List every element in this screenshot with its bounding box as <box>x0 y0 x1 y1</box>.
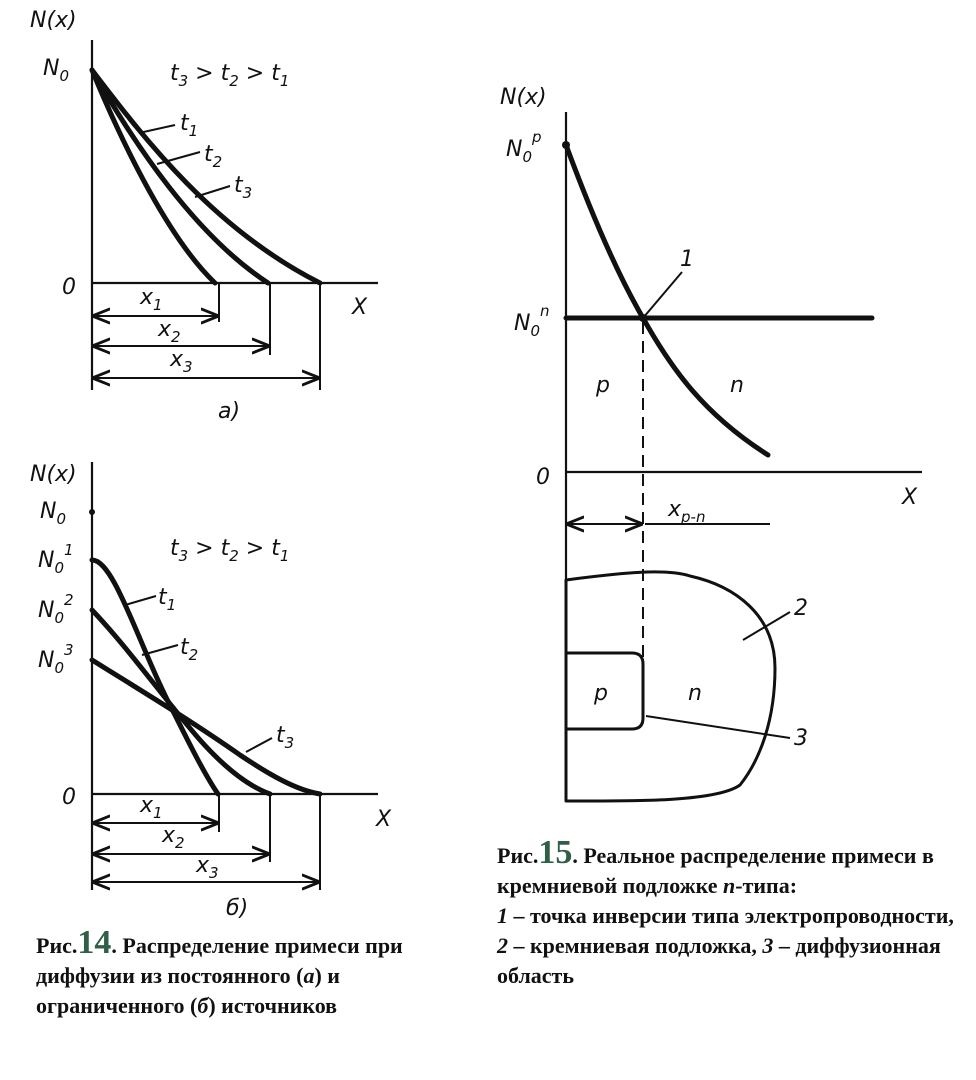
fig15-zero-label: 0 <box>536 465 550 490</box>
caption15-item2-num: 2 <box>497 933 508 958</box>
fig14a-label-x3: $x_3$ <box>170 347 193 376</box>
fig15-nn-label: $N_0^n$ <box>514 302 550 340</box>
fig15-diagram <box>500 85 922 801</box>
caption14-end: ) источников <box>208 993 338 1018</box>
fig15-region-n: n <box>730 373 744 398</box>
fig14a-leader-t1 <box>139 125 175 133</box>
caption14-text: . Распределение примеси при диффузии из постоянного ( <box>36 933 403 988</box>
fig14a-label-t2: $t_2$ <box>204 142 223 171</box>
fig14a-label-x1: $x_1$ <box>140 285 163 314</box>
fig14b-n02-label: $N_0^2$ <box>38 591 74 627</box>
fig15-point-1-label: 1 <box>680 247 694 272</box>
fig14b-leader-t1 <box>125 596 156 605</box>
fig14a-y-label: N(x) <box>30 8 77 33</box>
fig15-leader-1 <box>643 272 682 318</box>
fig15-region-p: p <box>596 373 610 398</box>
caption15-number: 15 <box>538 834 573 871</box>
fig14a-leader-t3 <box>195 186 230 197</box>
fig15-junction-label: $x_{p-n}$ <box>668 497 706 526</box>
fig14b-y-label: N(x) <box>30 462 77 487</box>
fig14a-time-order: $t_3 > t_2 > t_1$ <box>170 61 290 90</box>
fig14b-label-x3: $x_3$ <box>196 853 219 882</box>
caption15-item3-num: 3 <box>762 933 774 958</box>
caption14-mid: ) и ограниченного ( <box>36 963 340 1018</box>
fig14b-label-t3: $t_3$ <box>276 723 295 752</box>
fig14b-diagram <box>30 462 392 921</box>
fig14a-curve-t3 <box>92 70 320 283</box>
caption14-number: 14 <box>77 924 112 961</box>
fig15-y-label: N(x) <box>500 85 547 110</box>
fig15-well-p-label: p <box>594 681 608 706</box>
fig14b-zero-label: 0 <box>62 785 76 810</box>
fig14b-n0-dot <box>89 509 95 515</box>
caption15-item1-desc: – точка инверсии типа электропроводности, <box>508 903 954 928</box>
fig15-np-label: $N_0^p$ <box>506 128 542 166</box>
fig15-x-label: X <box>902 485 918 510</box>
fig14a-panel-label: a) <box>218 399 241 424</box>
fig14b-panel-label: б) <box>226 896 249 921</box>
caption15-text: . Реальное распределение примеси в кремниевой подложке <box>497 843 934 898</box>
fig15-body-n-label: n <box>688 681 702 706</box>
fig14b-label-x2: $x_2$ <box>162 823 185 852</box>
fig14a-label-t3: $t_3$ <box>234 173 253 202</box>
fig15-label-3: 3 <box>794 726 808 751</box>
caption15-text2: -типа: <box>735 873 798 898</box>
fig14b-n03-label: $N_0^3$ <box>38 641 74 677</box>
caption14-a: а <box>303 963 315 988</box>
fig14b-n01-label: $N_0^1$ <box>38 541 74 577</box>
caption-fig15 <box>497 834 967 991</box>
fig14a-diagram <box>30 8 378 424</box>
fig15-profile-curve <box>566 145 768 455</box>
fig14a-x-label: X <box>352 295 368 320</box>
fig14a-n0-label: $N_0$ <box>43 56 70 85</box>
caption14-prefix: Рис. <box>36 933 78 958</box>
fig14b-time-order: $t_3 > t_2 > t_1$ <box>170 536 290 565</box>
fig15-leader-2 <box>743 612 790 640</box>
fig14b-curve-t1 <box>92 560 218 794</box>
fig14a-zero-label: 0 <box>62 275 76 300</box>
fig14a-label-x2: $x_2$ <box>158 317 181 346</box>
caption15-ntype: n <box>723 873 736 898</box>
caption15-prefix: Рис. <box>497 843 539 868</box>
caption-fig14 <box>36 924 456 1021</box>
caption15-item3-desc: – диффузионная область <box>497 933 941 988</box>
fig14b-label-t2: $t_2$ <box>180 635 199 664</box>
fig14b-label-t1: $t_1$ <box>158 585 177 614</box>
caption15-item2-desc: – кремниевая подложка, <box>508 933 763 958</box>
fig14b-leader-t3 <box>246 738 272 752</box>
fig14a-label-t1: $t_1$ <box>180 111 199 140</box>
fig14b-label-x1: $x_1$ <box>140 793 163 822</box>
fig14b-x-label: X <box>376 807 392 832</box>
caption15-item1-num: 1 <box>497 903 508 928</box>
fig14b-n0-label: $N_0$ <box>40 499 67 528</box>
caption14-b: б <box>197 993 209 1018</box>
fig15-label-2: 2 <box>794 596 808 621</box>
